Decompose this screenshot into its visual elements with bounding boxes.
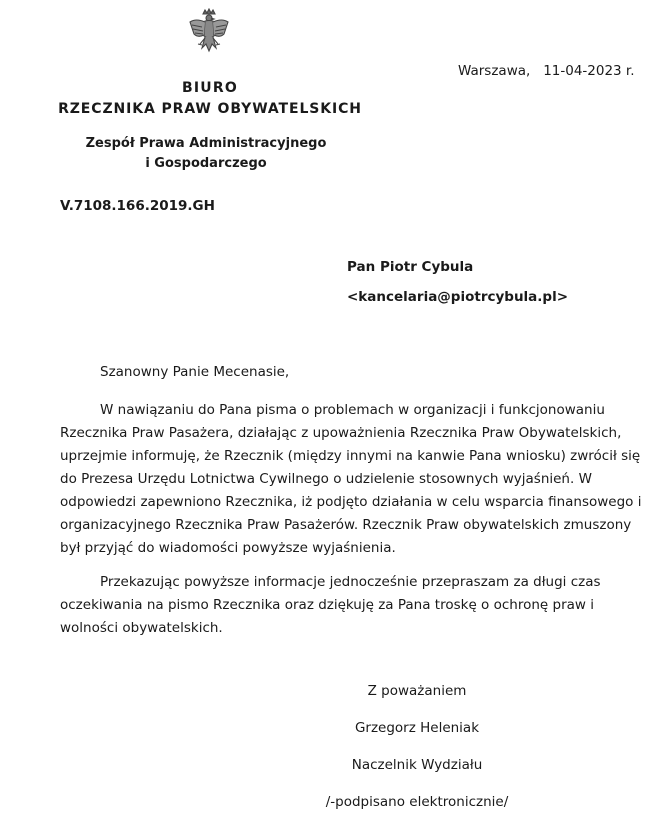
paragraph-line: do Prezesa Urzędu Lotnictwa Cywilnego o udzielenie stosownych wyjaśnień. W <box>60 471 592 487</box>
paragraph-line: W nawiązaniu do Pana pisma o problemach w organizacji i funkcjonowaniu <box>100 402 605 418</box>
office-name-line2: RZECZNIKA PRAW OBYWATELSKICH <box>58 101 362 117</box>
paragraph-line: uprzejmie informuję, że Rzecznik (między innymi na kanwie Pana wniosku) zwrócił się <box>60 448 641 464</box>
signatory-name: Grzegorz Heleniak <box>354 720 480 736</box>
paragraph-line: oczekiwania na pismo Rzecznika oraz dziękuję za Pana troskę o ochronę praw i <box>60 597 594 613</box>
electronic-signature-note: /-podpisano elektronicznie/ <box>325 794 509 810</box>
closing: Z poważaniem <box>367 683 467 699</box>
salutation: Szanowny Panie Mecenasie, <box>100 364 290 380</box>
office-name-line1: BIURO <box>182 80 238 96</box>
paragraph-1 <box>60 399 640 560</box>
date: 11-04-2023 r. <box>543 63 635 79</box>
paragraph-line: organizacyjnego Rzecznika Praw Pasażerów. Rzecznik Praw obywatelskich zmuszony <box>60 517 632 533</box>
paragraph-line: Przekazując powyższe informacje jednocześnie przepraszam za długi czas <box>100 574 601 590</box>
place: Warszawa, <box>458 63 531 79</box>
paragraph-line: był przyjąć do wiadomości powyższe wyjaśnienia. <box>60 540 396 556</box>
polish-eagle-emblem-icon <box>188 8 230 58</box>
paragraph-line: Rzecznika Praw Pasażera, działając z upoważnienia Rzecznika Praw Obywatelskich, <box>60 425 622 441</box>
paragraph-line: wolności obywatelskich. <box>60 620 223 636</box>
place-date <box>458 63 635 79</box>
team-name-line2: i Gospodarczego <box>145 156 267 171</box>
recipient-email: <kancelaria@piotrcybula.pl> <box>347 289 569 305</box>
paragraph-line: odpowiedzi zapewniono Rzecznika, iż podjęto działania w celu wsparcia finansowego i <box>60 494 642 510</box>
signatory-title: Naczelnik Wydziału <box>351 757 483 773</box>
recipient-name: Pan Piotr Cybula <box>347 259 474 275</box>
paragraph-2 <box>60 571 640 640</box>
team-name-line1: Zespół Prawa Administracyjnego <box>85 136 327 151</box>
reference-number: V.7108.166.2019.GH <box>60 198 215 214</box>
